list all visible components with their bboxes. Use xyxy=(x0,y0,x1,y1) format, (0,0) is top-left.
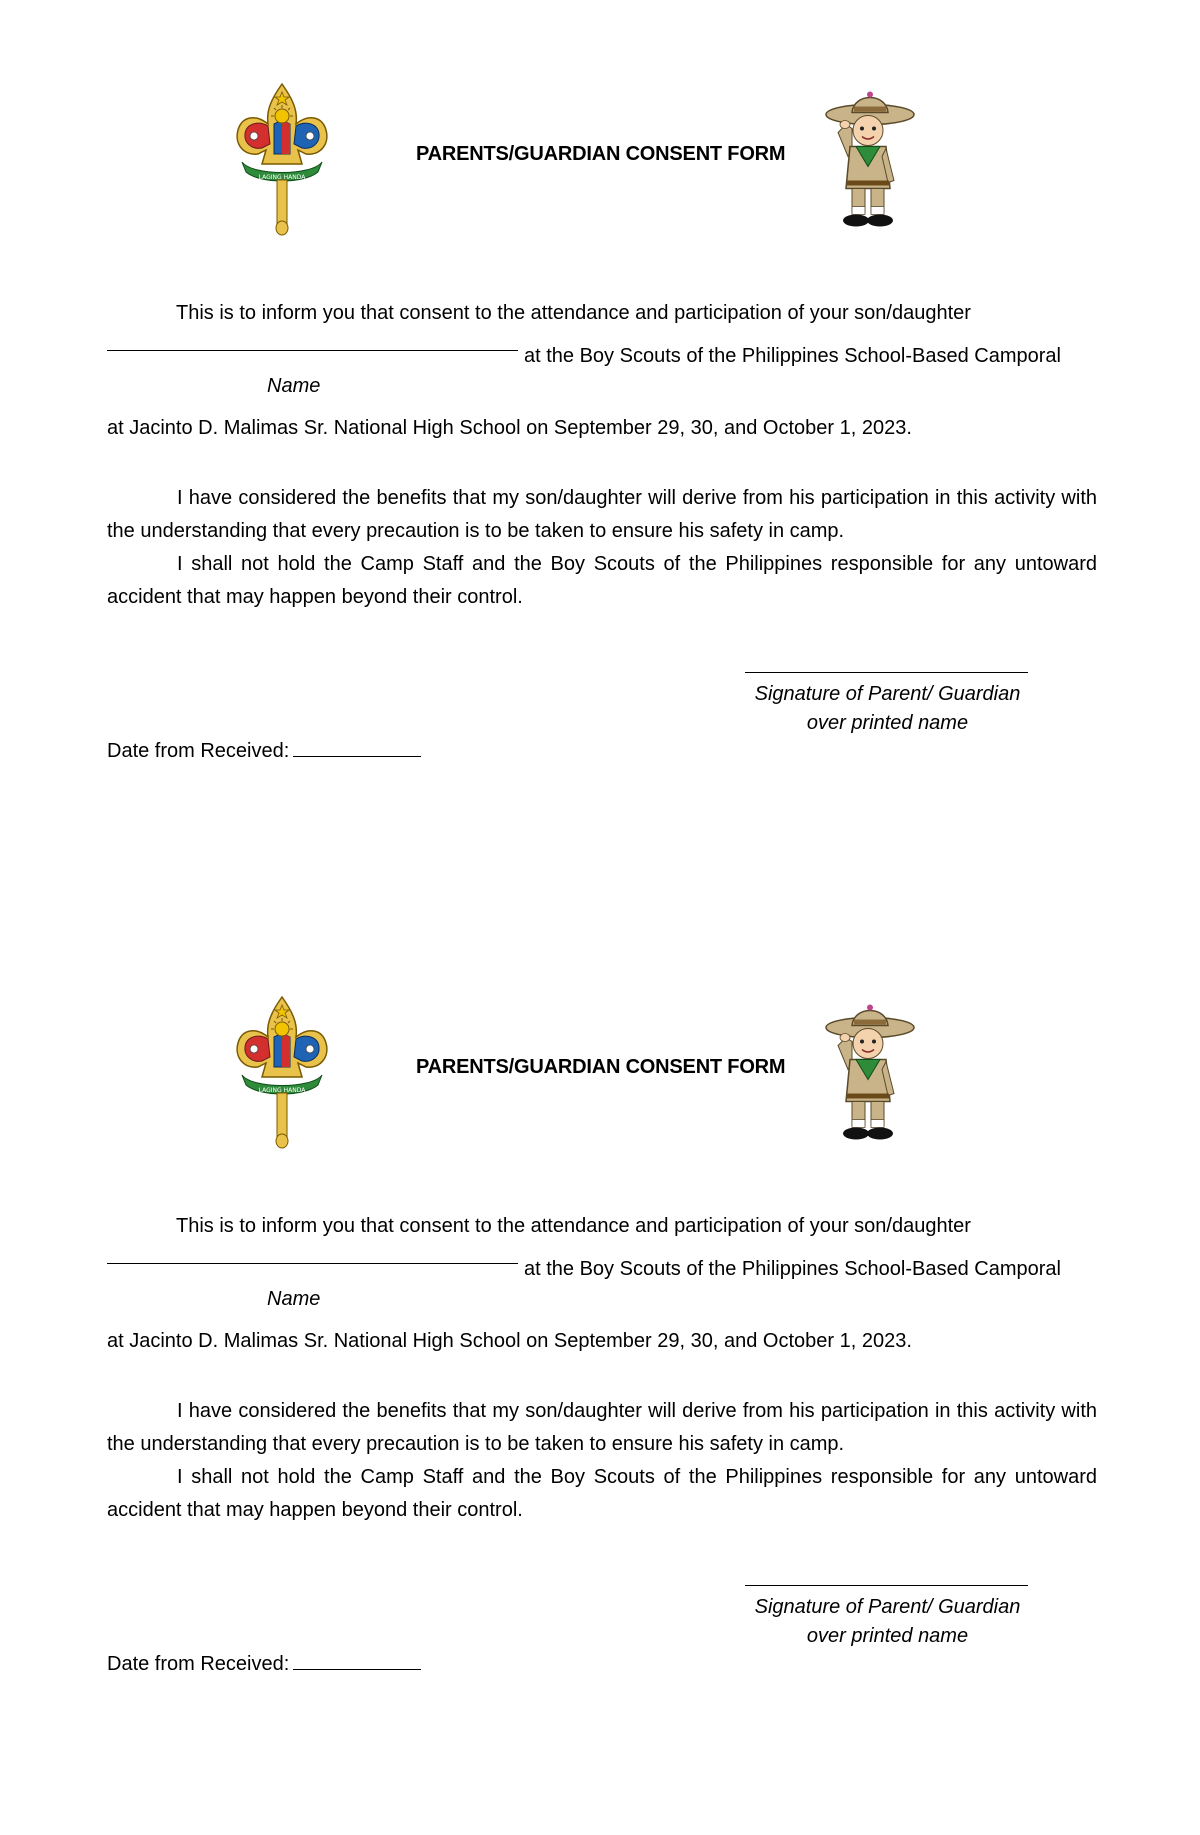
camporal-line: at the Boy Scouts of the Philippines School-Based Camporal xyxy=(524,345,1061,367)
date-blank[interactable] xyxy=(293,740,421,757)
benefits-paragraph: I have considered the benefits that my son/daughter will derive from his participation in this activity with the understanding that every precaution is to be taken to ensure his safety in camp. xyxy=(107,487,1097,542)
venue-date-line: at Jacinto D. Malimas Sr. National High School on September 29, 30, and October 1, 2023. xyxy=(107,1330,912,1352)
consent-form-2 xyxy=(0,913,1200,1828)
liability-paragraph: I shall not hold the Camp Staff and the Boy Scouts of the Philippines responsible for any untoward accident that may happen beyond their control. xyxy=(107,1466,1097,1521)
signature-label-line1: Signature of Parent/ Guardian xyxy=(754,1596,1021,1618)
signature-label-line2: over printed name xyxy=(806,1625,969,1647)
date-blank[interactable] xyxy=(293,1653,421,1670)
signature-line[interactable] xyxy=(745,672,1028,673)
name-label: Name xyxy=(267,375,321,397)
intro-line: This is to inform you that consent to the attendance and participation of your son/daughter xyxy=(176,302,971,324)
venue-date-line: at Jacinto D. Malimas Sr. National High School on September 29, 30, and October 1, 2023. xyxy=(107,417,912,439)
bsp-emblem-icon xyxy=(232,993,332,1153)
signature-label-line1: Signature of Parent/ Guardian xyxy=(754,683,1021,705)
liability-paragraph: I shall not hold the Camp Staff and the Boy Scouts of the Philippines responsible for any untoward accident that may happen beyond their control. xyxy=(107,553,1097,608)
name-blank[interactable] xyxy=(107,350,518,351)
date-received-label: Date from Received: xyxy=(107,1653,290,1675)
bsp-emblem-icon xyxy=(232,80,332,240)
date-received-label: Date from Received: xyxy=(107,740,290,762)
name-label: Name xyxy=(267,1288,321,1310)
consent-form-1 xyxy=(0,0,1200,915)
saluting-scout-icon xyxy=(818,995,918,1155)
name-blank[interactable] xyxy=(107,1263,518,1264)
signature-label-line2: over printed name xyxy=(806,712,969,734)
form-title: PARENTS/GUARDIAN CONSENT FORM xyxy=(416,143,786,165)
intro-line: This is to inform you that consent to the attendance and participation of your son/daughter xyxy=(176,1215,971,1237)
signature-label xyxy=(700,1593,1075,1651)
date-received xyxy=(107,1653,421,1676)
signature-label xyxy=(700,680,1075,738)
date-received xyxy=(107,740,421,763)
saluting-scout-icon xyxy=(818,82,918,242)
signature-line[interactable] xyxy=(745,1585,1028,1586)
benefits-paragraph: I have considered the benefits that my son/daughter will derive from his participation in this activity with the understanding that every precaution is to be taken to ensure his safety in camp. xyxy=(107,1400,1097,1455)
camporal-line: at the Boy Scouts of the Philippines School-Based Camporal xyxy=(524,1258,1061,1280)
form-title: PARENTS/GUARDIAN CONSENT FORM xyxy=(416,1056,786,1078)
